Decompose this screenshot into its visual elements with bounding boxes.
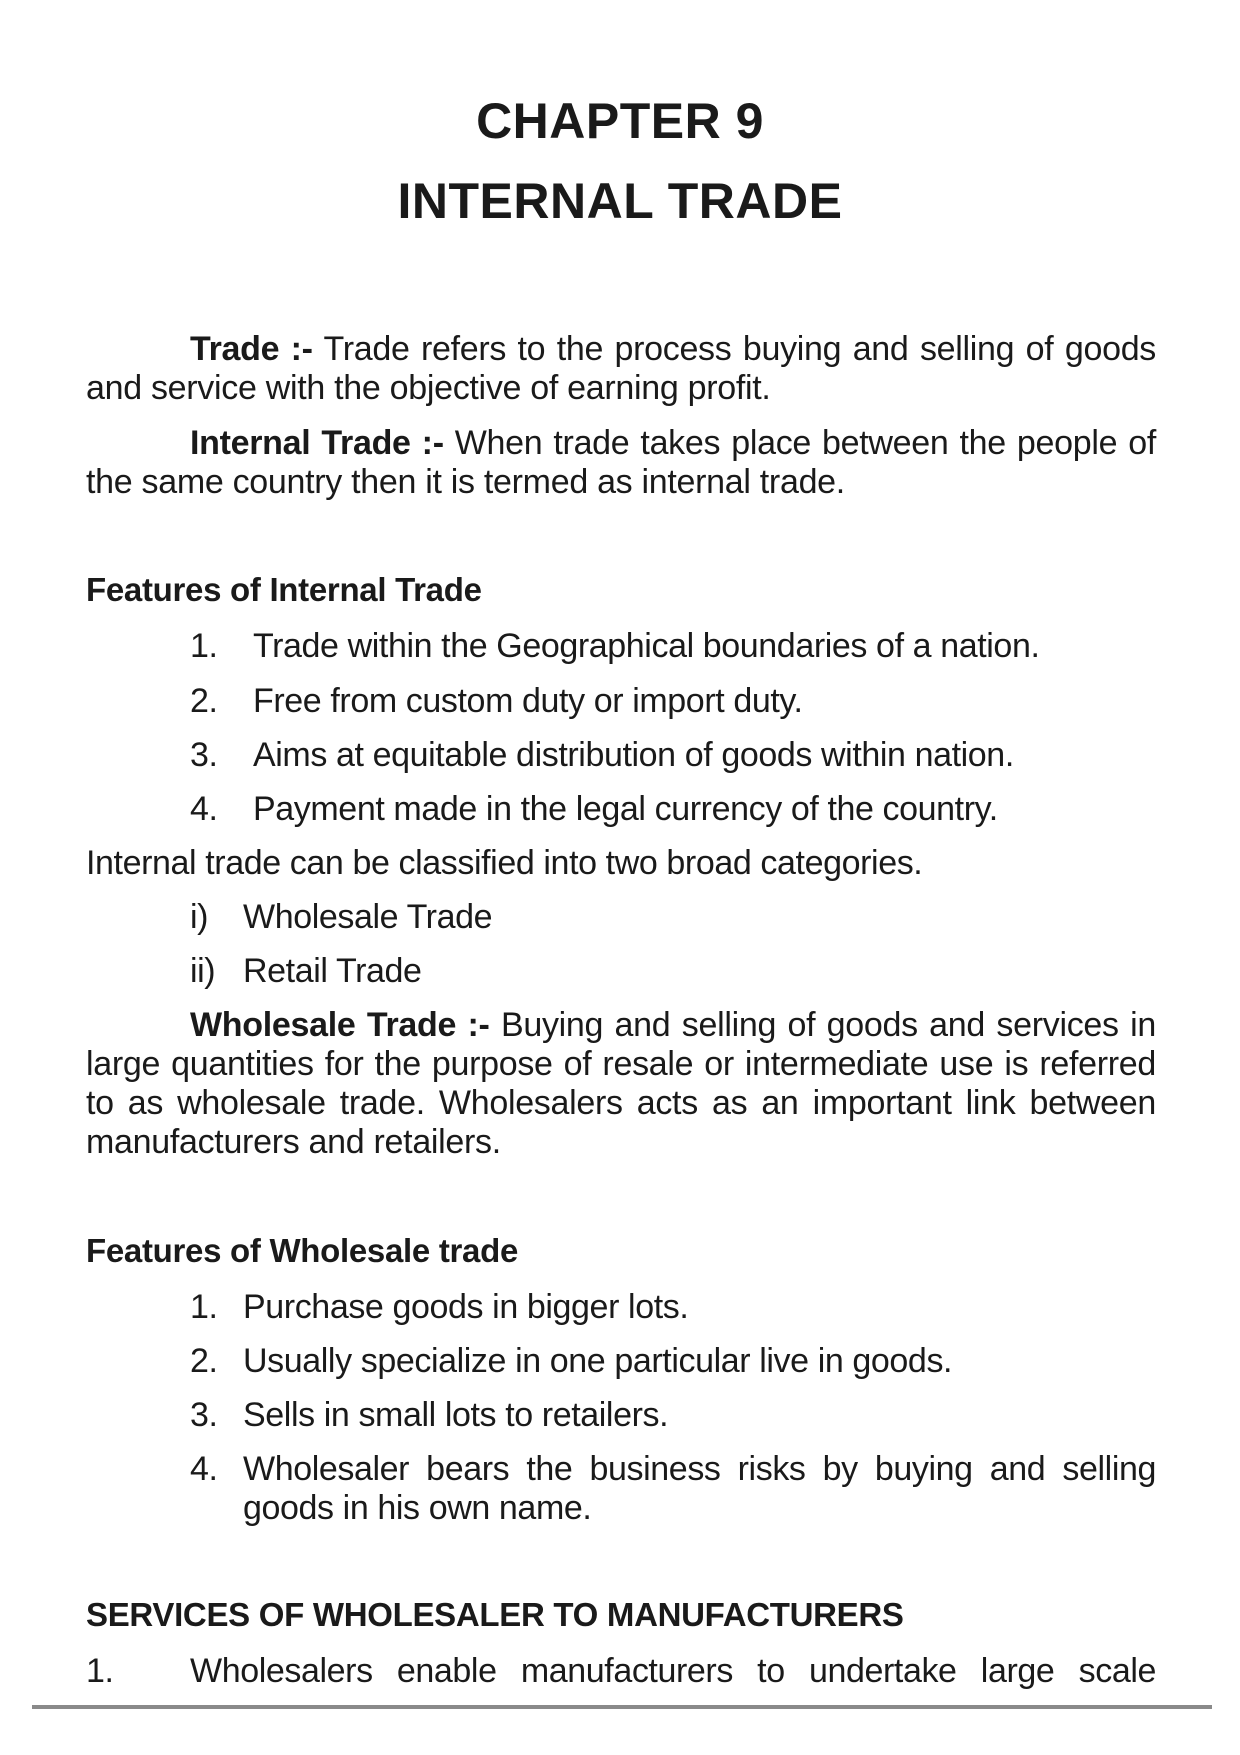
- list-item-text: Payment made in the legal currency of the country.: [253, 790, 998, 828]
- chapter-number: CHAPTER 9: [476, 93, 764, 149]
- list-item-text: Wholesaler bears the business risks by buying and selling goods in his own name.: [243, 1450, 1156, 1527]
- list-item-number: 2.: [190, 682, 218, 720]
- list-item-number: 2.: [190, 1342, 218, 1380]
- list-item-text: Retail Trade: [243, 952, 422, 990]
- features-internal-heading: Features of Internal Trade: [86, 571, 482, 608]
- list-item-number: 3.: [190, 736, 218, 774]
- services-heading: SERVICES OF WHOLESALER TO MANUFACTURERS: [86, 1596, 904, 1633]
- wholesale-term: Wholesale Trade :-: [190, 1006, 490, 1044]
- list-item-text: Aims at equitable distribution of goods within nation.: [253, 736, 1014, 774]
- list-item-text: Wholesalers enable manufacturers to undertake large scale: [190, 1652, 1156, 1690]
- internal-trade-definition-text: When trade takes place between the people of the same country then it is termed as internal trade.: [86, 424, 1156, 501]
- classification-intro: Internal trade can be classified into two broad categories.: [86, 844, 923, 882]
- list-item-number: 4.: [190, 1450, 218, 1488]
- trade-term: Trade :-: [190, 330, 313, 368]
- list-item-text: Sells in small lots to retailers.: [243, 1396, 669, 1434]
- internal-trade-definition: [86, 424, 1156, 502]
- features-wholesale-heading: Features of Wholesale trade: [86, 1232, 519, 1269]
- list-item-number: 1.: [86, 1652, 114, 1690]
- list-item-number: 1.: [190, 1288, 218, 1326]
- chapter-title: INTERNAL TRADE: [397, 173, 843, 229]
- trade-definition: [86, 330, 1156, 408]
- list-item-number: i): [190, 898, 209, 936]
- list-item-text: Trade within the Geographical boundaries of a nation.: [253, 627, 1040, 665]
- wholesale-definition-text: Buying and selling of goods and services in large quantities for the purpose of resale or intermediate use is referred to as wholesale trade. Wholesalers acts as an important link between manufacturers and retailers.: [86, 1006, 1156, 1161]
- page-bottom-rule: [32, 1705, 1212, 1709]
- internal-trade-term: Internal Trade :-: [190, 424, 444, 462]
- list-item-text: Purchase goods in bigger lots.: [243, 1288, 689, 1326]
- list-item-text: Usually specialize in one particular live in goods.: [243, 1342, 953, 1380]
- list-item-text: Wholesale Trade: [243, 898, 493, 936]
- wholesale-definition: [86, 1006, 1156, 1162]
- trade-definition-text: Trade refers to the process buying and selling of goods and service with the objective of earning profit.: [86, 330, 1156, 407]
- list-item-number: 1.: [190, 627, 218, 665]
- list-item-number: ii): [190, 952, 216, 990]
- list-item-number: 3.: [190, 1396, 218, 1434]
- list-item-number: 4.: [190, 790, 218, 828]
- list-item-text: Free from custom duty or import duty.: [253, 682, 803, 720]
